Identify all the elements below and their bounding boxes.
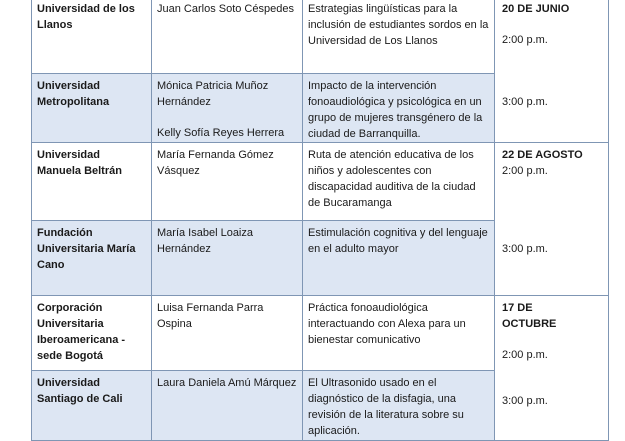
table-row: [32, 296, 609, 371]
date-cell: [495, 0, 609, 143]
author-name: Mónica Patricia Muñoz Hernández: [157, 80, 269, 108]
author-cell: [152, 371, 303, 441]
author-cell: [152, 74, 303, 143]
author-name: María Isabel Loaiza Hernández: [157, 227, 253, 255]
time-slot: 3:00 p.m.: [502, 96, 548, 108]
time-slot: 3:00 p.m.: [502, 243, 548, 255]
time-slot: 2:00 p.m.: [502, 34, 548, 46]
date-cell: [495, 296, 609, 441]
time-slot: 2:00 p.m.: [502, 165, 548, 177]
author-name: Juan Carlos Soto Céspedes: [157, 3, 294, 15]
date-cell: [495, 143, 609, 296]
session-date: 20 DE JUNIO: [502, 3, 570, 15]
institution-cell: Universidad Santiago de Cali: [32, 371, 152, 441]
institution-cell: Universidad de los Llanos: [32, 0, 152, 74]
schedule-table: [31, 0, 609, 441]
author-name: Kelly Sofía Reyes Herrera: [157, 127, 285, 139]
author-cell: [152, 0, 303, 74]
schedule-table-container: [31, 0, 608, 441]
title-cell: El Ultrasonido usado en el diagnóstico de la disfagia, una revisión de la literatura sobre su aplicación.: [303, 371, 495, 441]
author-name: Luisa Fernanda Parra Ospina: [157, 302, 264, 330]
author-cell: [152, 143, 303, 221]
institution-cell: Universidad Metropolitana: [32, 74, 152, 143]
institution-cell: Fundación Universitaria María Cano: [32, 221, 152, 296]
institution-cell: Universidad Manuela Beltrán: [32, 143, 152, 221]
table-row: [32, 143, 609, 221]
session-date: 17 DE OCTUBRE: [502, 302, 557, 330]
author-name: María Fernanda Gómez Vásquez: [157, 149, 274, 177]
title-cell: Estimulación cognitiva y del lenguaje en el adulto mayor: [303, 221, 495, 296]
author-cell: [152, 296, 303, 371]
title-cell: Impacto de la intervención fonoaudiológica y psicológica en un grupo de mujeres transgénero de la ciudad de Barranquilla.: [303, 74, 495, 143]
title-cell: Práctica fonoaudiológica interactuando con Alexa para un bienestar comunicativo: [303, 296, 495, 371]
author-cell: [152, 221, 303, 296]
session-date: 22 DE AGOSTO: [502, 149, 583, 161]
title-cell: Ruta de atención educativa de los niños y adolescentes con discapacidad auditiva de la ciudad de Bucaramanga: [303, 143, 495, 221]
title-cell: Estrategias lingüísticas para la inclusión de estudiantes sordos en la Universidad de Los Llanos: [303, 0, 495, 74]
time-slot: 2:00 p.m.: [502, 349, 548, 361]
author-name: Laura Daniela Amú Márquez: [157, 377, 297, 389]
time-slot: 3:00 p.m.: [502, 395, 548, 407]
institution-cell: Corporación Universitaria Iberoamericana - sede Bogotá: [32, 296, 152, 371]
table-row: [32, 0, 609, 74]
